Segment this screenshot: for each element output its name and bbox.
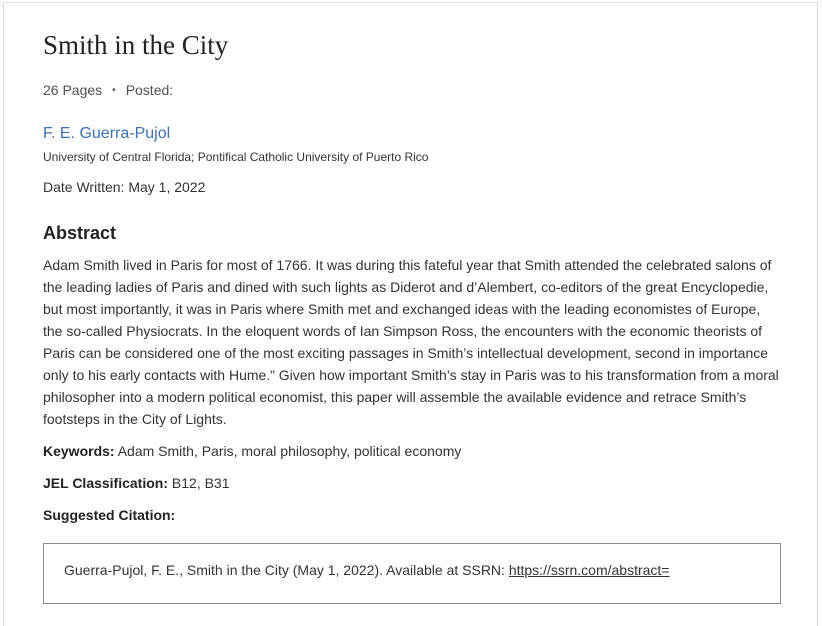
jel-label: JEL Classification: [43,475,169,491]
abstract-text: Adam Smith lived in Paris for most of 1766. It was during this fateful year that Smith attended the celebrated salons of the leading ladies of Paris and dined with such lights as Diderot and d’Alembert, co-editors of the great Encyclopedie, but most importantly, it was in Paris where Smith met and exchanged ideas with the leading economistes of Europe, the so-called Physiocrats. In the eloquent words of Ian Simpson Ross, the encounters with the economic theorists of Paris can be considered one of the most exciting passages in Smith’s intellectual development, second in importance only to his early contacts with Hume.” Given how important Smith’s stay in Paris was to his transformation from a moral philosopher into a modern political economist, this paper will assemble the available evidence and retrace Smith’s footsteps in the City of Lights. [43,257,779,427]
keywords-value: Adam Smith, Paris, moral philosophy, political economy [114,443,462,459]
citation-label: Suggested Citation: [43,507,176,523]
citation-body: Guerra-Pujol, F. E., Smith in the City (May 1, 2022). Available at SSRN: [64,562,509,578]
citation-box [43,543,781,604]
abstract-heading: Abstract [43,223,117,243]
keywords-label: Keywords: [43,443,115,459]
date-written: Date Written: May 1, 2022 [43,179,206,195]
posted-label: Posted: [125,82,174,98]
meta-separator: • [112,85,116,96]
jel-row [43,473,230,493]
author-link[interactable]: F. E. Guerra-Pujol [43,125,171,142]
author-affiliation: University of Central Florida; Pontifical Catholic University of Puerto Rico [43,150,429,164]
keywords-row [43,441,461,461]
paper-meta [43,80,173,101]
citation-link[interactable]: https://ssrn.com/abstract= [508,562,670,578]
page-count: 26 Pages [43,82,103,98]
citation-text [64,560,670,580]
jel-value: B12, B31 [168,475,230,491]
citation-label-row [43,505,175,525]
paper-title: Smith in the City [43,30,229,60]
